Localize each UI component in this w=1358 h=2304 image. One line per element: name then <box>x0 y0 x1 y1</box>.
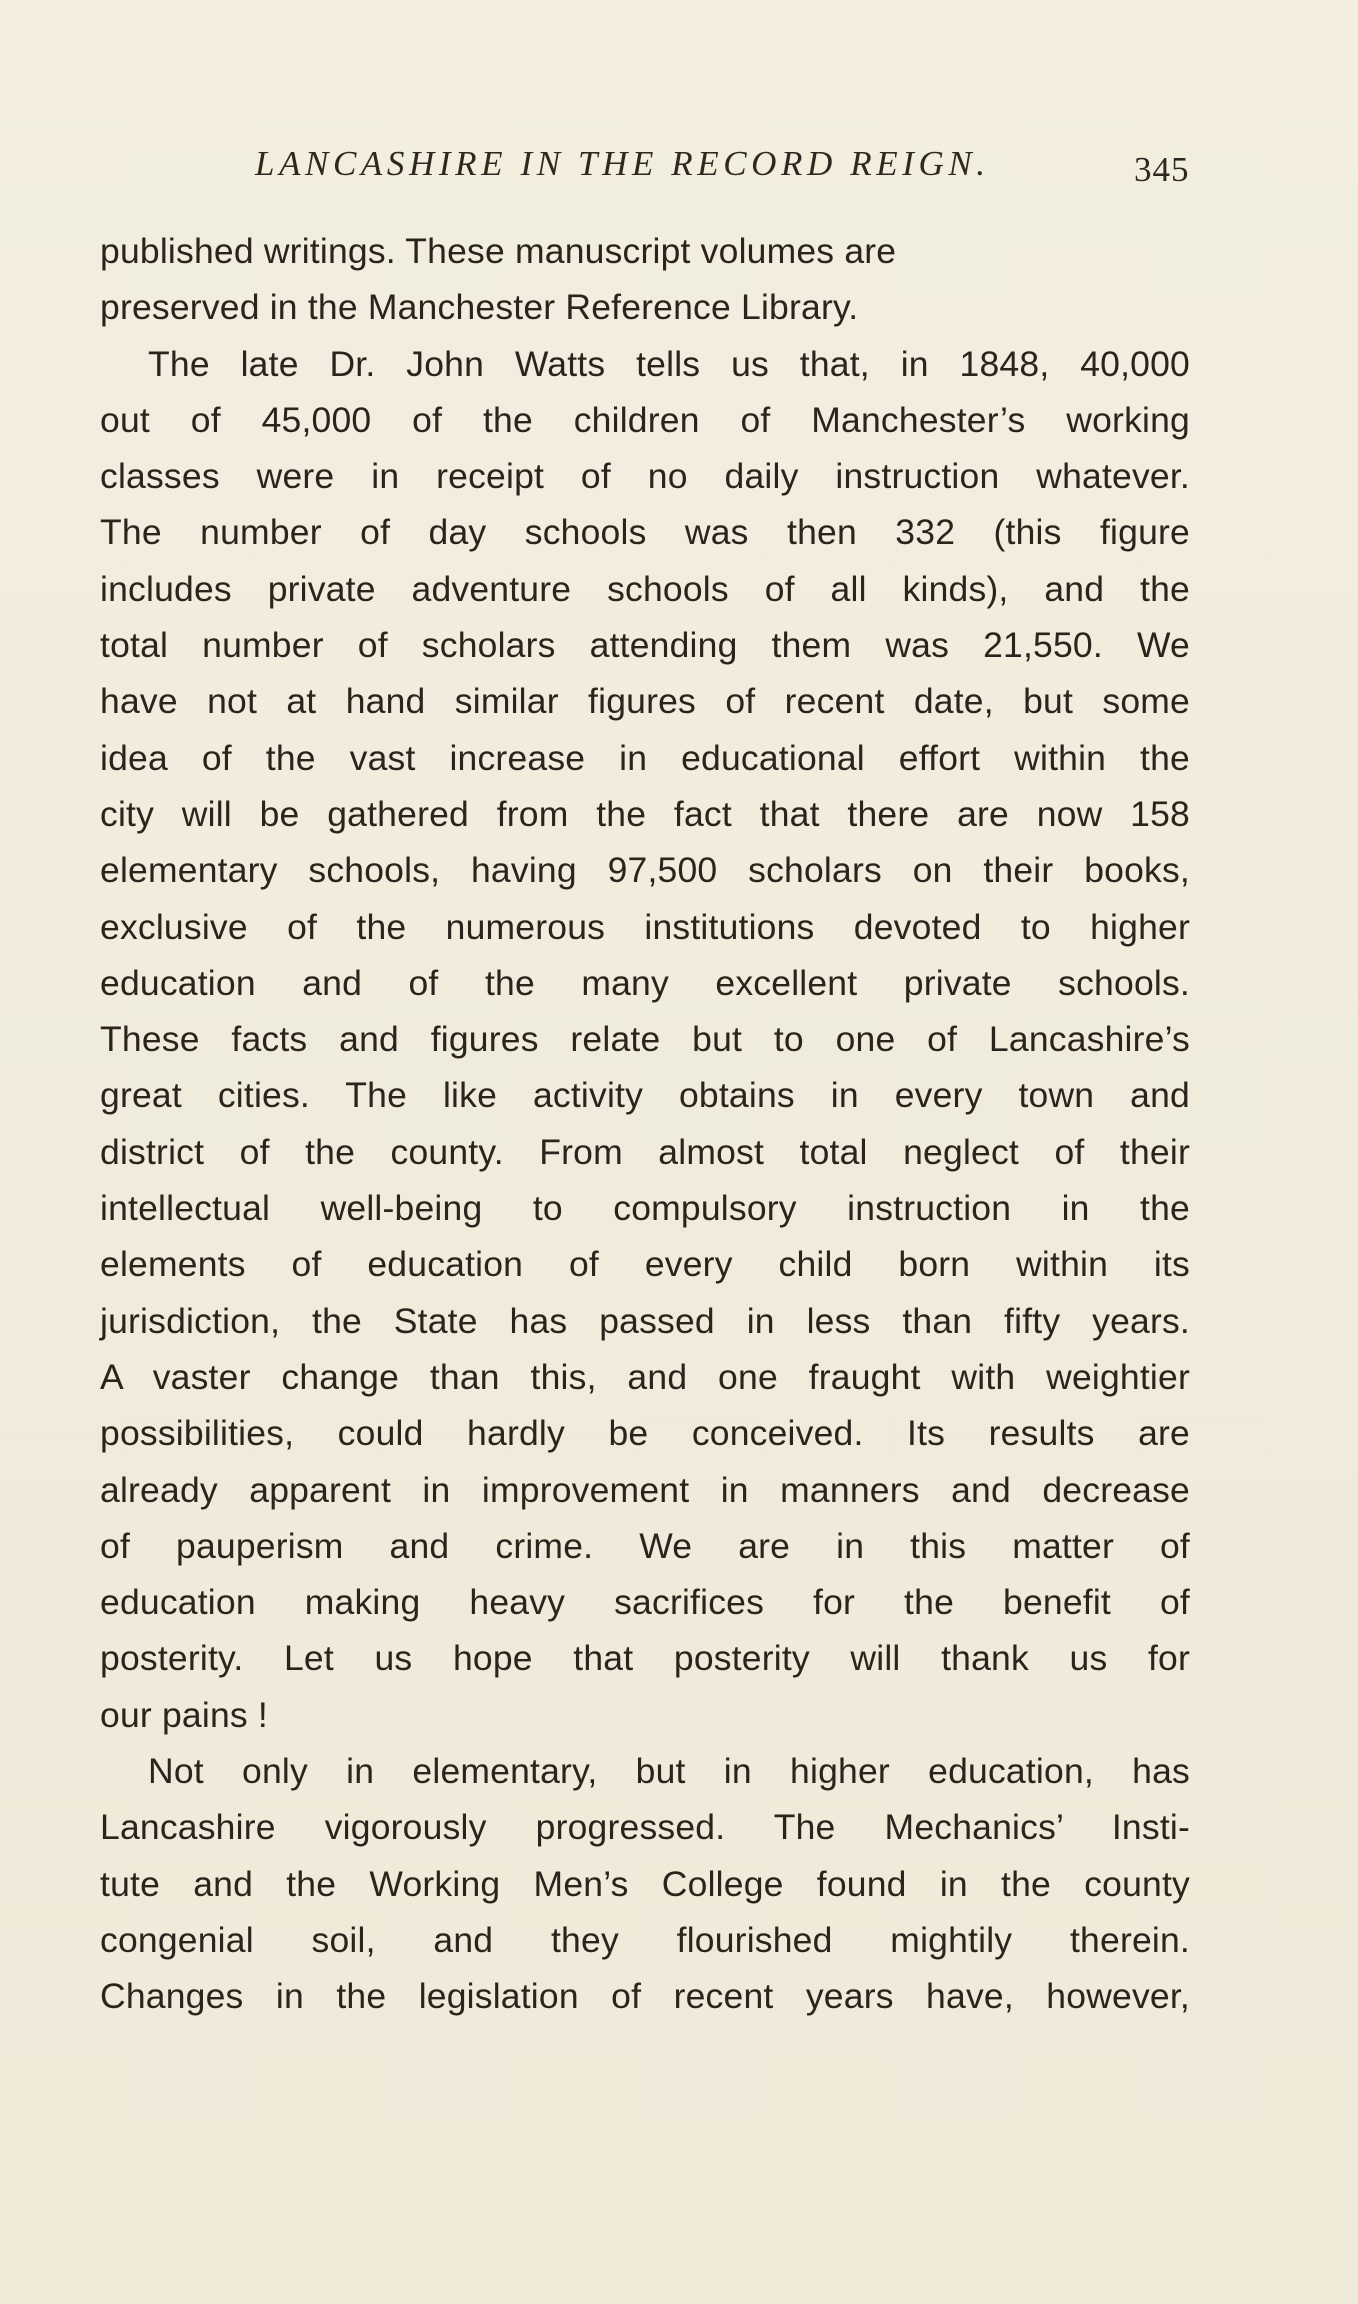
text-line: Changes in the legislation of recent years have, however, <box>100 1976 1190 2017</box>
text-line: already apparent in improvement in manners and decrease <box>100 1469 1190 1510</box>
paragraph-start-line: Not only in elementary, but in higher education, has <box>148 1751 1190 1792</box>
body-text <box>100 223 1190 2025</box>
text-line: classes were in receipt of no daily instruction whatever. <box>100 456 1190 497</box>
paragraph-start-line: The late Dr. John Watts tells us that, in 1848, 40,000 <box>148 343 1190 384</box>
text-line: congenial soil, and they flourished mightily therein. <box>100 1919 1190 1960</box>
text-line: elementary schools, having 97,500 scholars on their books, <box>100 850 1190 891</box>
running-title: LANCASHIRE IN THE RECORD REIGN. <box>255 144 990 183</box>
text-line: idea of the vast increase in educational effort within the <box>100 737 1190 778</box>
text-line: education making heavy sacrifices for the benefit of <box>100 1582 1190 1623</box>
running-header <box>0 140 1358 190</box>
text-line: exclusive of the numerous institutions devoted to higher <box>100 906 1190 947</box>
text-line: have not at hand similar figures of recent date, but some <box>100 681 1190 722</box>
text-line: total number of scholars attending them was 21,550. We <box>100 625 1190 666</box>
text-line: intellectual well-being to compulsory instruction in the <box>100 1188 1190 1229</box>
text-line: possibilities, could hardly be conceived. Its results are <box>100 1413 1190 1454</box>
text-line: preserved in the Manchester Reference Library. <box>100 287 859 328</box>
text-line: jurisdiction, the State has passed in less than fifty years. <box>100 1300 1190 1341</box>
text-line: out of 45,000 of the children of Manchester’s working <box>100 399 1190 440</box>
text-line: elements of education of every child born within its <box>100 1244 1190 1285</box>
text-line: city will be gathered from the fact that there are now 158 <box>100 793 1190 834</box>
text-line: published writings. These manuscript volumes are <box>100 231 897 271</box>
text-line: of pauperism and crime. We are in this matter of <box>100 1525 1190 1566</box>
text-line: The number of day schools was then 332 (this figure <box>100 512 1190 553</box>
page-number: 345 <box>1134 150 1190 189</box>
text-line: A vaster change than this, and one fraught with weightier <box>100 1356 1190 1397</box>
text-line: These facts and figures relate but to one of Lancashire’s <box>100 1019 1190 1060</box>
text-line: posterity. Let us hope that posterity will thank us for <box>100 1638 1190 1679</box>
text-line: education and of the many excellent private schools. <box>100 962 1190 1003</box>
text-line: great cities. The like activity obtains in every town and <box>100 1075 1190 1116</box>
text-line: tute and the Working Men’s College found in the county <box>100 1863 1190 1904</box>
text-line: district of the county. From almost total neglect of their <box>100 1131 1190 1172</box>
text-line: Lancashire vigorously progressed. The Mechanics’ Insti- <box>100 1807 1190 1848</box>
text-line: includes private adventure schools of all kinds), and the <box>100 568 1190 609</box>
paragraph-end-line: our pains ! <box>100 1694 268 1735</box>
